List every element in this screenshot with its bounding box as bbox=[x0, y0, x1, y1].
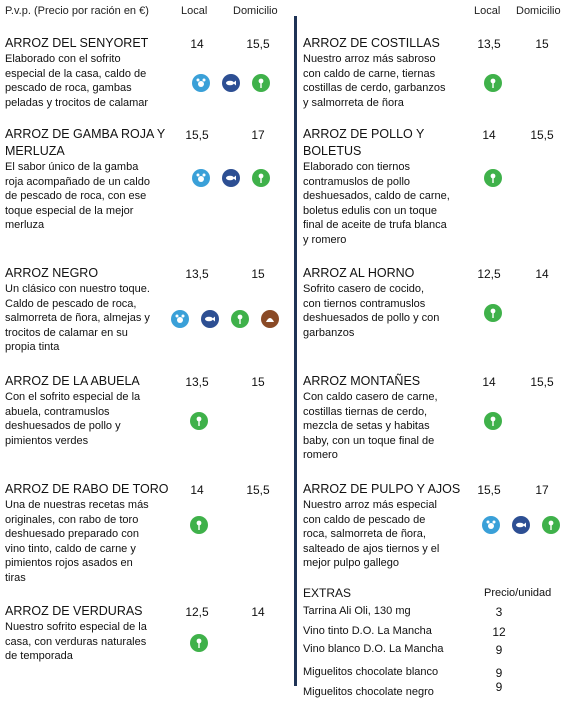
celery-icon bbox=[542, 516, 560, 534]
description-line: baby, con un toque final de bbox=[303, 434, 435, 447]
extras-item-price: 9 bbox=[495, 680, 503, 694]
allergen-icons bbox=[190, 412, 208, 430]
description-line: originales, con rabo de toro bbox=[5, 513, 139, 526]
description-line: vino tinto, caldo de carne y bbox=[5, 542, 136, 555]
price-domicilio: 14 bbox=[251, 605, 265, 619]
fish-icon bbox=[222, 169, 240, 187]
celery-icon bbox=[484, 74, 502, 92]
description-line: deshuesados, caldo de carne, bbox=[303, 190, 450, 202]
header-local-right: Local bbox=[474, 5, 501, 17]
price-local: 15,5 bbox=[477, 483, 501, 497]
allergen-icons bbox=[484, 412, 502, 430]
header-local-left: Local bbox=[181, 5, 208, 17]
description-line: pescado de roca, gambas bbox=[5, 82, 132, 94]
extras-item-label: Miguelitos chocolate blanco bbox=[303, 666, 439, 678]
dish-description bbox=[303, 52, 445, 110]
description-line: deshuesados de pollo y bbox=[5, 420, 121, 432]
description-line: y salmorreta de ñora bbox=[303, 96, 404, 109]
description-line: salmorreta de ñora, almejas y bbox=[5, 312, 150, 324]
dish-description bbox=[5, 620, 147, 664]
allergen-icons bbox=[192, 74, 270, 92]
price-domicilio: 15,5 bbox=[530, 375, 554, 389]
description-line: El sabor único de la gamba bbox=[5, 161, 139, 173]
description-line: Caldo de pescado de roca, bbox=[5, 297, 137, 310]
dish-description bbox=[5, 390, 140, 448]
fish-icon bbox=[222, 74, 240, 92]
dish-name: ARROZ AL HORNO bbox=[303, 266, 415, 280]
description-line: merluza bbox=[5, 219, 45, 231]
extras-item-price: 9 bbox=[495, 666, 503, 680]
dish-name: ARROZ DE GAMBA ROJA Y bbox=[5, 127, 166, 141]
allergen-icons bbox=[484, 169, 502, 187]
description-line: boletus edulis con un toque bbox=[303, 204, 437, 217]
price-local: 14 bbox=[482, 128, 496, 142]
allergen-icons bbox=[171, 310, 279, 328]
description-line: Nuestro arroz más sabroso bbox=[303, 53, 436, 65]
price-local: 14 bbox=[190, 37, 204, 51]
price-domicilio: 15 bbox=[251, 267, 265, 281]
description-line: propia tinta bbox=[5, 341, 60, 353]
description-line: peladas y trocitos de calamar bbox=[5, 96, 149, 109]
celery-icon bbox=[190, 516, 208, 534]
description-line: toque especial de la mejor bbox=[5, 204, 134, 217]
dish-description bbox=[5, 52, 148, 110]
dish-name: ARROZ DE VERDURAS bbox=[5, 604, 143, 618]
description-line: mejor pulpo gallego bbox=[303, 557, 400, 569]
dish-name: ARROZ DE POLLO Y bbox=[303, 127, 425, 141]
description-line: Sofrito casero de cocido, bbox=[303, 283, 425, 295]
celery-icon bbox=[190, 634, 208, 652]
crustaceans-icon bbox=[192, 74, 210, 92]
description-line: pimientos verdes bbox=[5, 434, 89, 447]
celery-icon bbox=[231, 310, 249, 328]
price-local: 15,5 bbox=[185, 128, 209, 142]
extras-title: EXTRAS bbox=[303, 586, 352, 600]
dish-name: ARROZ DE RABO DE TORO bbox=[5, 482, 169, 496]
description-line: Nuestro sofrito especial de la bbox=[5, 621, 147, 633]
description-line: Un clásico con nuestro toque. bbox=[5, 283, 150, 295]
extras-item-price: 3 bbox=[495, 605, 503, 619]
price-local: 14 bbox=[190, 483, 204, 497]
description-line: de temporada bbox=[5, 650, 73, 662]
dish-description bbox=[5, 160, 150, 233]
price-domicilio: 17 bbox=[251, 128, 265, 142]
dish-description bbox=[303, 498, 439, 571]
header-domicilio-left: Domicilio bbox=[233, 5, 278, 17]
celery-icon bbox=[190, 412, 208, 430]
description-line: deshuesados de pollo y con bbox=[303, 312, 440, 324]
description-line: abuela, contramuslos bbox=[5, 405, 110, 418]
dish-name: ARROZ DEL SENYORET bbox=[5, 36, 149, 50]
allergen-icons bbox=[190, 516, 208, 534]
description-line: costillas tiernas de cerdo, bbox=[303, 405, 428, 418]
extras-item-price: 12 bbox=[492, 625, 506, 639]
celery-icon bbox=[484, 169, 502, 187]
description-line: con tiernos contramuslos bbox=[303, 297, 426, 310]
description-line: Elaborado con tiernos bbox=[303, 161, 411, 173]
dish-name-cont: BOLETUS bbox=[303, 144, 362, 158]
crustaceans-icon bbox=[482, 516, 500, 534]
price-domicilio: 15 bbox=[535, 37, 549, 51]
description-line: mezcla de setas y habitas bbox=[303, 420, 430, 432]
description-line: contramuslos de pollo bbox=[303, 175, 411, 188]
allergen-icons bbox=[484, 74, 502, 92]
price-local: 12,5 bbox=[185, 605, 209, 619]
description-line: Con caldo casero de carne, bbox=[303, 391, 438, 403]
crustaceans-icon bbox=[192, 169, 210, 187]
price-domicilio: 15,5 bbox=[246, 37, 270, 51]
price-domicilio: 15,5 bbox=[530, 128, 554, 142]
description-line: Una de nuestras recetas más bbox=[5, 499, 149, 511]
extras-price-header: Precio/unidad bbox=[484, 587, 552, 599]
dish-name: ARROZ DE LA ABUELA bbox=[5, 374, 140, 388]
fish-icon bbox=[201, 310, 219, 328]
description-line: Nuestro arroz más especial bbox=[303, 499, 437, 511]
dish-name-cont: MERLUZA bbox=[5, 144, 65, 158]
extras-item-label: Vino blanco D.O. La Mancha bbox=[303, 643, 444, 655]
price-note: P.v.p. (Precio por ración en €) bbox=[5, 5, 149, 17]
price-local: 14 bbox=[482, 375, 496, 389]
allergen-icons bbox=[484, 304, 502, 322]
description-line: especial de la casa, caldo de bbox=[5, 67, 147, 80]
crustaceans-icon bbox=[171, 310, 189, 328]
description-line: Elaborado con el sofrito bbox=[5, 53, 121, 65]
extras-item-label: Vino tinto D.O. La Mancha bbox=[303, 625, 432, 637]
allergen-icons bbox=[192, 169, 270, 187]
extras-item-price: 9 bbox=[495, 643, 503, 657]
dish-name: ARROZ DE COSTILLAS bbox=[303, 36, 440, 50]
column-divider bbox=[294, 16, 297, 686]
extras-item-label: Tarrina Ali Oli, 130 mg bbox=[303, 605, 411, 617]
molluscs-icon bbox=[261, 310, 279, 328]
dish-name: ARROZ NEGRO bbox=[5, 266, 99, 280]
dish-description bbox=[303, 160, 450, 247]
header-domicilio-right: Domicilio bbox=[516, 5, 561, 17]
price-domicilio: 17 bbox=[535, 483, 549, 497]
price-domicilio: 15,5 bbox=[246, 483, 270, 497]
description-line: Con el sofrito especial de la bbox=[5, 391, 141, 403]
description-line: deshuesado preparado con bbox=[5, 528, 139, 540]
dish-description bbox=[5, 498, 149, 585]
price-local: 12,5 bbox=[477, 267, 501, 281]
price-domicilio: 15 bbox=[251, 375, 265, 389]
extras-item-label: Miguelitos chocolate negro bbox=[303, 686, 434, 698]
celery-icon bbox=[252, 169, 270, 187]
allergen-icons bbox=[190, 634, 208, 652]
description-line: con caldo de pescado de bbox=[303, 513, 426, 526]
celery-icon bbox=[484, 304, 502, 322]
description-line: roca, salmorreta de ñora, bbox=[303, 528, 426, 540]
dish-description bbox=[303, 390, 438, 463]
description-line: garbanzos bbox=[303, 326, 355, 339]
dish-description bbox=[5, 282, 150, 355]
celery-icon bbox=[252, 74, 270, 92]
description-line: tiras bbox=[5, 571, 26, 584]
description-line: casa, con verduras naturales bbox=[5, 635, 147, 648]
dish-name: ARROZ MONTAÑES bbox=[303, 374, 421, 388]
price-domicilio: 14 bbox=[535, 267, 549, 281]
description-line: salteado de ajos tiernos y el bbox=[303, 542, 440, 555]
fish-icon bbox=[512, 516, 530, 534]
dish-name: ARROZ DE PULPO Y AJOS bbox=[303, 482, 461, 496]
description-line: costillas de cerdo, garbanzos bbox=[303, 82, 446, 94]
price-local: 13,5 bbox=[185, 375, 209, 389]
celery-icon bbox=[484, 412, 502, 430]
description-line: romero bbox=[303, 449, 338, 461]
allergen-icons bbox=[482, 516, 560, 534]
description-line: con caldo de carne, tiernas bbox=[303, 67, 436, 80]
description-line: trocitos de calamar en su bbox=[5, 326, 128, 339]
description-line: roja acompañado de un caldo bbox=[5, 175, 150, 188]
price-local: 13,5 bbox=[477, 37, 501, 51]
description-line: pimientos rojos asados en bbox=[5, 557, 133, 569]
description-line: y romero bbox=[303, 233, 347, 246]
dish-description bbox=[303, 282, 439, 340]
description-line: de pescado de roca, con ese bbox=[5, 190, 147, 202]
price-local: 13,5 bbox=[185, 267, 209, 281]
description-line: final de aceite de trufa blanca bbox=[303, 219, 447, 231]
